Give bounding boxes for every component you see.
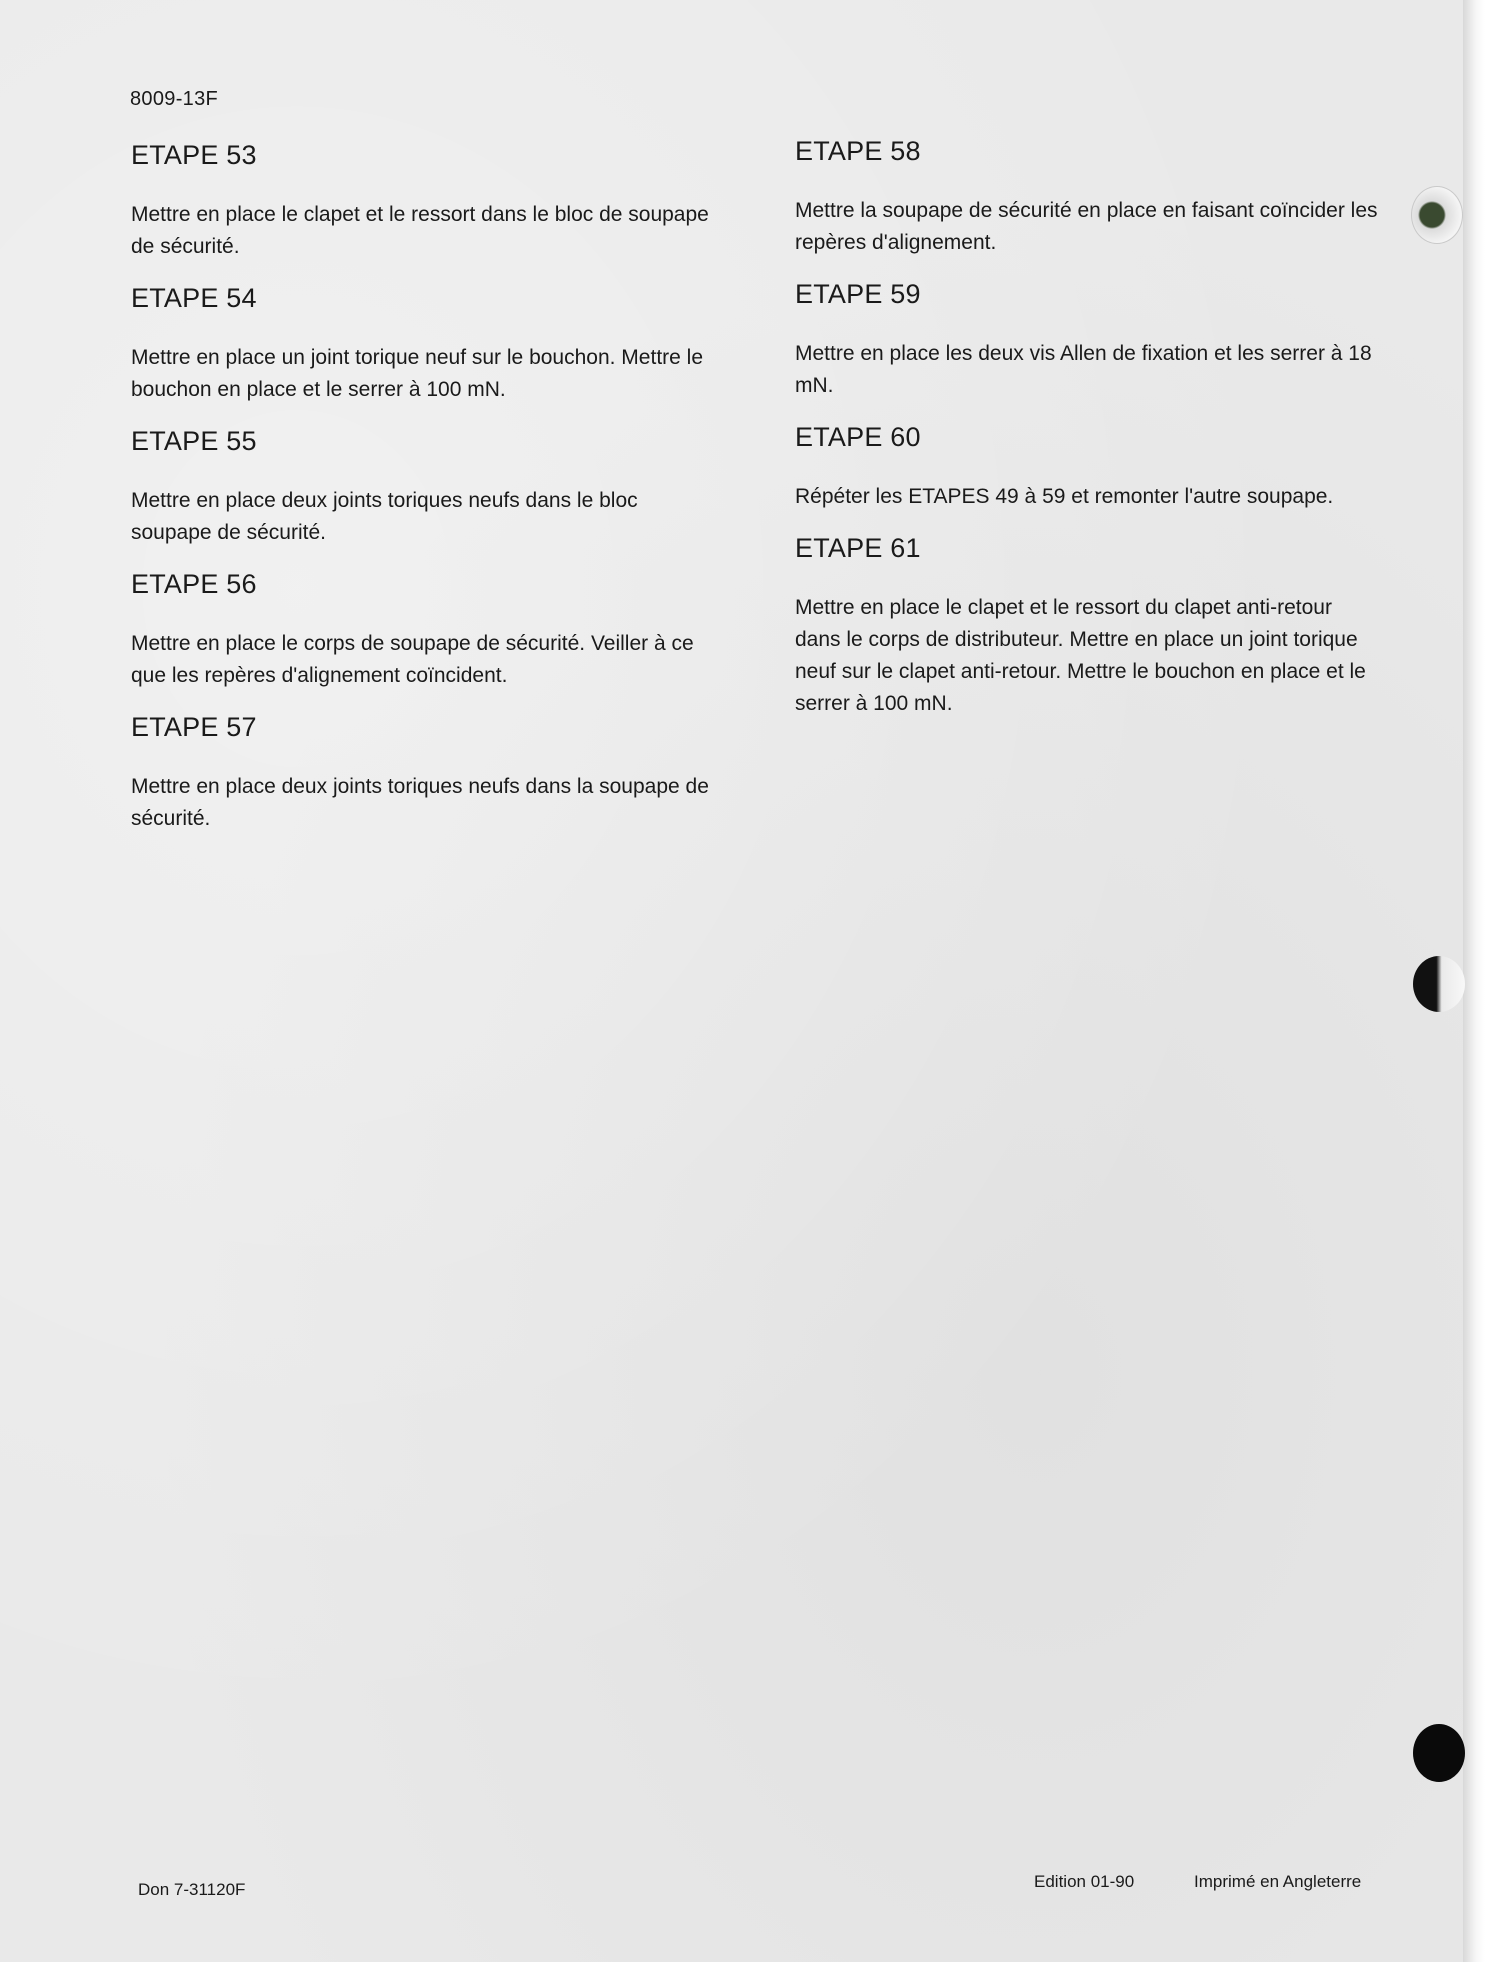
step-58 <box>795 136 1395 259</box>
step-text: Répéter les ETAPES 49 à 59 et remonter l'autre soupape. <box>795 485 1334 508</box>
step-text: Mettre la soupape de sécurité en place en faisant coïncider les repères d'alignement. <box>795 199 1378 254</box>
step-title: ETAPE 58 <box>795 136 921 166</box>
step-text: Mettre en place le clapet et le ressort du clapet anti-retour dans le corps de distributeur. Mettre en place un joint torique neuf sur le clapet anti-retour. Mettre le bouchon en place et le serrer à 100 mN. <box>795 596 1366 715</box>
step-60 <box>795 422 1395 513</box>
binder-hole-middle <box>1413 956 1465 1012</box>
step-text: Mettre en place les deux vis Allen de fixation et les serrer à 18 mN. <box>795 342 1372 397</box>
step-54 <box>131 283 731 406</box>
step-title: ETAPE 53 <box>131 140 257 170</box>
document-reference: 8009-13F <box>130 88 219 110</box>
step-text: Mettre en place un joint torique neuf sur le bouchon. Mettre le bouchon en place et le serrer à 100 mN. <box>131 346 704 401</box>
step-59 <box>795 279 1395 402</box>
step-text: Mettre en place deux joints toriques neufs dans la soupape de sécurité. <box>131 775 709 830</box>
step-title: ETAPE 61 <box>795 533 921 563</box>
footer-printed: Imprimé en Angleterre <box>1194 1872 1362 1891</box>
step-title: ETAPE 57 <box>131 712 257 742</box>
step-title: ETAPE 54 <box>131 283 257 313</box>
step-55 <box>131 426 731 549</box>
step-53 <box>131 140 731 263</box>
binder-hole-top <box>1411 186 1463 244</box>
step-61 <box>795 533 1395 720</box>
page-edge <box>1463 0 1485 1962</box>
step-text: Mettre en place deux joints toriques neufs dans le bloc soupape de sécurité. <box>131 489 638 544</box>
binder-hole-bottom <box>1413 1724 1465 1782</box>
footer-edition: Edition 01-90 <box>1034 1872 1135 1891</box>
step-text: Mettre en place le clapet et le ressort dans le bloc de soupape de sécurité. <box>131 203 709 258</box>
step-57 <box>131 712 731 835</box>
left-column <box>131 140 731 855</box>
step-title: ETAPE 55 <box>131 426 257 456</box>
step-title: ETAPE 56 <box>131 569 257 599</box>
footer-doc-number: Don 7-31120F <box>138 1880 246 1899</box>
step-text: Mettre en place le corps de soupape de sécurité. Veiller à ce que les repères d'alignement coïncident. <box>131 632 694 687</box>
step-56 <box>131 569 731 692</box>
step-title: ETAPE 59 <box>795 279 921 309</box>
step-title: ETAPE 60 <box>795 422 921 452</box>
right-column <box>795 136 1395 740</box>
